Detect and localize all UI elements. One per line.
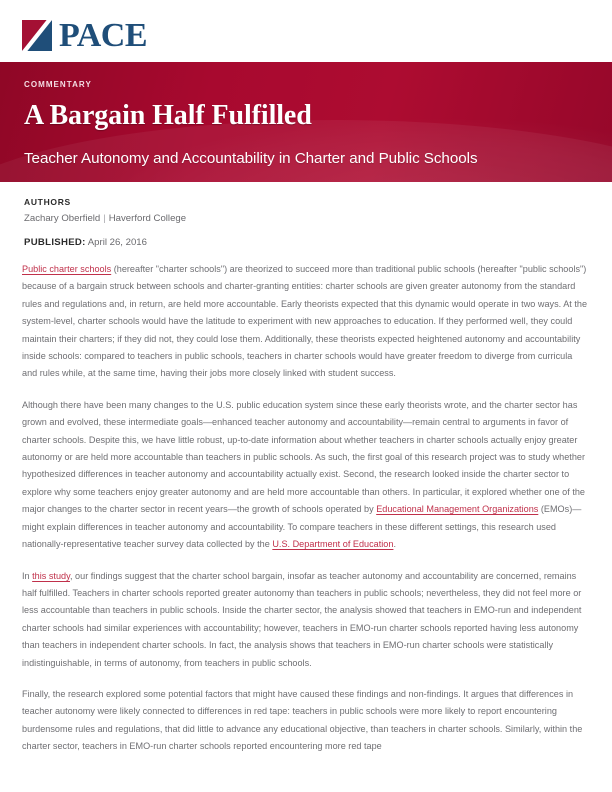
article-body <box>0 248 612 756</box>
link-us-department-of-education[interactable]: U.S. Department of Education <box>272 539 394 550</box>
paragraph-3-text-a: In <box>22 570 33 581</box>
author-name: Zachary Oberfield <box>24 213 101 224</box>
pace-wordmark: PACE <box>59 17 148 54</box>
paragraph-1-text: (hereafter "charter schools") are theorized to succeed more than traditional public schools (hereafter "public schools") because of a bargain struck between schools and charter-granting entities: charter schools are given greater autonomy from the standard rules and regulations and, in return, are held more accountable. Early theorists expected that this dynamic would operate in two ways. At the system-level, charter schools would have the latitude to experiment with new approaches to education. If they performed well, they could maintain their charters; if they did not, they could lose them. Additionally, these theorists expected heightened autonomy and accountability inside schools: compared to teachers in public schools, teachers in charter schools would have greater freedom to diverge from curricula and rules while, at the same time, having their jobs more closely linked with student success. <box>22 264 588 379</box>
paragraph-3 <box>22 568 590 672</box>
link-educational-management-organizations[interactable]: Educational Management Organizations <box>376 504 539 515</box>
page-title: A Bargain Half Fulfilled <box>24 100 312 131</box>
pace-logo[interactable] <box>22 17 148 54</box>
paragraph-2-text-c: . <box>393 539 396 550</box>
paragraph-4-text: Finally, the research explored some potential factors that might have caused these findings and non-findings. It argues that differences in teacher autonomy were likely connected to differences in red tape: teachers in public schools were more likely to report encountering burdensome rules and regulations, that did little to advance any educational objective, than teachers in charter schools. Similarly, within the charter sector, teachers in EMO-run charter schools reported encountering more red tape <box>22 688 583 752</box>
published-label: PUBLISHED: <box>24 237 86 248</box>
published-line <box>24 237 588 248</box>
author-separator: | <box>103 213 106 224</box>
paragraph-2-text-a: Although there have been many changes to the U.S. public education system since these early theorists wrote, and the charter sector has grown and evolved, these intermediate goals—enhanced teacher autonomy and accountability—remain central to arguments in favor of charter schools. Despite this, we have little robust, up-to-date information about whether teachers in charter schools actually enjoy greater autonomy or are held more accountable than teachers in public schools. As such, the first goal of this research project was to study whether hypothesized differences in teacher autonomy and accountability actually exist. Second, the research looked inside the charter sector to explore why some teachers enjoy greater autonomy and are held more accountable than others. In particular, it explored whether one of the major changes to the charter sector in recent years—the growth of schools operated by <box>22 399 585 515</box>
paragraph-4 <box>22 686 590 756</box>
link-public-charter-schools[interactable]: Public charter schools <box>22 264 112 274</box>
paragraph-2-text-b: (EMOs)—might explain differences in teacher autonomy and accountability. To compare teachers in these different settings, this research used nationally-representative teacher survey data collected by the <box>22 504 582 550</box>
article-metadata <box>0 182 612 248</box>
link-this-study[interactable]: this study <box>32 570 70 581</box>
author-affiliation: Haverford College <box>108 213 187 224</box>
authors-line <box>24 213 588 224</box>
logo-band <box>0 0 612 62</box>
page-subtitle: Teacher Autonomy and Accountability in Charter and Public Schools <box>24 149 478 167</box>
content-type-kicker: COMMENTARY <box>24 80 92 89</box>
paragraph-2 <box>22 397 590 554</box>
paragraph-1 <box>22 261 590 383</box>
paragraph-3-text-b: , our findings suggest that the charter school bargain, insofar as teacher autonomy and accountability are concerned, remains half fulfilled. Teachers in charter schools reported greater autonomy than teachers in public schools; nevertheless, they did not feel more or less accountable than teachers in public schools. Inside the charter sector, the analysis showed that teachers in EMO-run and independent charter schools had similar experiences with accountability; however, teachers in EMO-run charter schools reported having less autonomy than teachers in independent charter schools. In fact, the analysis shows that teachers in EMO-run charter schools were statistically indistinguishable, in terms of autonomy, from teachers in public schools. <box>22 570 582 668</box>
authors-label: AUTHORS <box>24 197 71 207</box>
pace-logo-mark-icon <box>22 20 52 51</box>
published-date: April 26, 2016 <box>87 237 147 248</box>
hero-banner <box>0 62 612 182</box>
